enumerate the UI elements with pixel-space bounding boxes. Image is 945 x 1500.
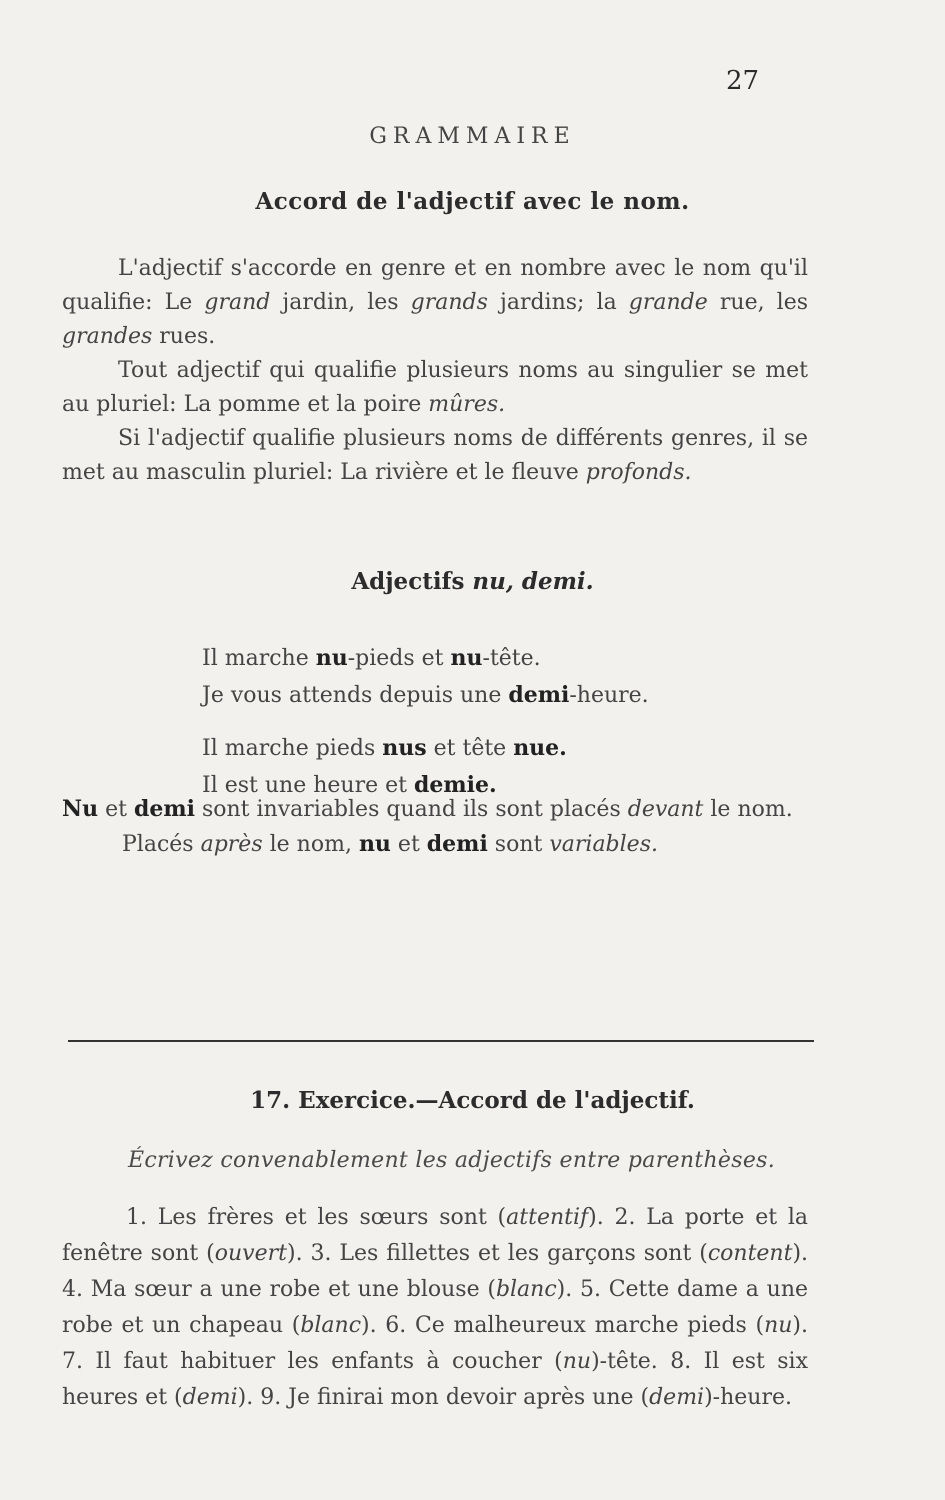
text-run: -heure. [569,683,649,708]
italic-term: mûres. [428,392,506,417]
text-run: Il marche pieds [202,736,383,761]
nu-demi-rules [62,792,808,862]
grammar-paragraph [62,422,808,490]
italic-term: variables. [549,832,658,857]
example-line [202,640,649,677]
italic-term: grandes [62,324,153,349]
text-run: ). 9. Je finirai mon devoir après une ( [237,1385,650,1410]
text-run: Tout adjectif qui qualifie plusieurs noms au singulier se met au pluriel: La pomme et la poire [62,358,808,417]
bold-term: nus [382,735,427,761]
bold-term: demi [508,682,570,708]
exercise-instruction: Écrivez convenablement les adjectifs entre parenthèses. [128,1148,776,1173]
text-run: Il est une heure et [202,773,414,798]
exercise-paragraph [62,1200,808,1416]
text-run: Placés [122,832,201,857]
text-run: L'adjectif s'accorde en genre et en nombre avec le nom qu'il qualifie: Le [62,256,808,315]
italic-term: après [200,832,263,857]
text-run: Je vous attends depuis une [202,683,509,708]
italic-term: attentif [506,1205,589,1230]
example-line [202,730,567,767]
italic-term: devant [627,797,704,822]
bold-term: nu [450,645,483,671]
bold-term: Nu [62,796,99,822]
text-run: ). 3. Les fillettes et les garçons sont ( [286,1241,708,1266]
grammar-rules [62,252,808,490]
text-run: ). 5. Cette dame a une robe et un chapeau ( [62,1277,809,1338]
text-run: le nom, [262,832,359,857]
text-run: et tête [426,736,514,761]
text-run: ). 4. Ma sœur a une robe et une blouse ( [62,1241,809,1302]
italic-term: demi [182,1385,238,1410]
bold-term: demi [426,831,488,857]
text-run: sont invariables quand ils sont placés [194,797,628,822]
text-run: rues. [152,324,216,349]
grammar-paragraph [62,354,808,422]
adj-heading-words: nu, demi. [472,568,594,595]
rule-paragraph [62,827,808,862]
section-divider [68,1040,814,1042]
exercise-body [62,1200,808,1416]
italic-term: nu [764,1313,793,1338]
text-run: ). 6. Ce malheureux marche pieds ( [361,1313,765,1338]
text-run: jardin, les [270,290,411,315]
italic-term: content [707,1241,793,1266]
text-run: -pieds et [347,646,451,671]
text-run: -tête. [482,646,541,671]
italic-term: profonds. [585,460,692,485]
bold-term: nu [358,831,391,857]
bold-term: demi [133,796,195,822]
text-run: et [390,832,427,857]
bold-term: nu [315,645,348,671]
page-number: 27 [726,66,760,96]
italic-term: blanc [300,1313,362,1338]
italic-term: demi [649,1385,705,1410]
grammar-paragraph [62,252,808,354]
text-run: rue, les [707,290,809,315]
italic-term: grands [410,290,488,315]
bold-term: nue. [513,735,567,761]
text-run: )-heure. [704,1385,792,1410]
text-run: jardins; la [487,290,629,315]
adj-heading-prefix: Adjectifs [351,568,473,595]
text-run: ). 2. La porte et la fenêtre sont ( [62,1205,808,1266]
italic-term: blanc [495,1277,557,1302]
italic-term: nu [562,1349,592,1374]
exercise-title: 17. Exercice.—Accord de l'adjectif. [250,1087,695,1114]
example-line [202,677,649,714]
text-run: sont [487,832,550,857]
text-run: le nom. [703,797,793,822]
text-run: )-tête. 8. Il est six heures et ( [62,1349,809,1410]
text-run: Il marche [202,646,316,671]
text-run: et [98,797,134,822]
italic-term: grand [204,290,271,315]
subsection-title-accord: Accord de l'adjectif avec le nom. [255,188,690,215]
text-run: Si l'adjectif qualifie plusieurs noms de différents genres, il se met au masculin pluriel: La rivière et le fleuve [62,426,808,485]
rule-paragraph [62,792,808,827]
text-run: ). 7. Il faut habituer les enfants à coucher ( [62,1313,808,1374]
bold-term: demie. [413,772,497,798]
italic-term: grande [628,290,708,315]
text-run: 1. Les frères et les sœurs sont ( [126,1205,507,1230]
section-title-grammaire: GRAMMAIRE [369,124,576,149]
subsection-title-adjectifs [0,568,945,595]
examples-invariable [202,640,649,714]
italic-term: ouvert [214,1241,287,1266]
